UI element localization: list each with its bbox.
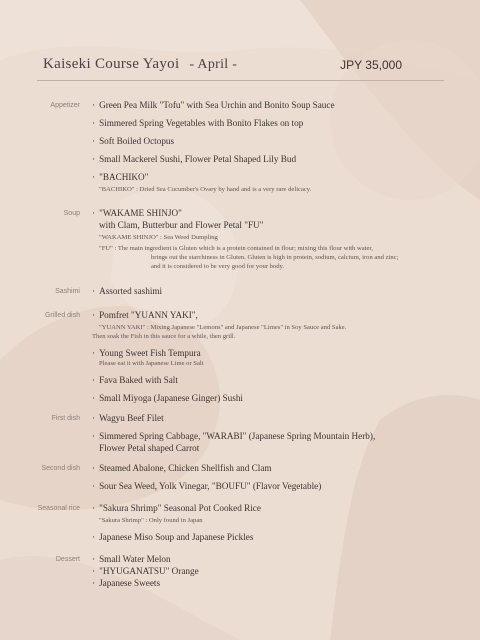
menu-item: · Steamed Abalone, Chicken Shellfish and Clam — [92, 463, 272, 473]
dish-note: brings out the starchiness in Gluten. Gluten is high in protein, sodium, calcium, iron and zinc; — [151, 254, 399, 261]
dish-name: Small Miyoga (Japanese Ginger) Sushi — [99, 393, 243, 403]
category-label: Second dish — [41, 465, 80, 472]
dish-name: "BACHIKO" — [99, 172, 149, 182]
menu-item: · Small Water Melon — [92, 554, 171, 564]
item-list — [92, 412, 452, 460]
dish-note: "Sakura Shrimp" : Only found in Japan — [99, 517, 203, 524]
dish-name: "Sakura Shrimp" Seasonal Pot Cooked Rice — [99, 503, 261, 513]
dish-name-continued: with Clam, Butterbur and Flower Petal "FU" — [99, 220, 264, 230]
dish-name: Simmered Spring Vegetables with Bonito Flakes on top — [99, 118, 304, 128]
dish-note: Then soak the Fish in this sauce for a while, then grill. — [92, 333, 236, 340]
menu-item: · Fava Baked with Salt — [92, 375, 178, 385]
menu-item: · Pomfret "YUANN YAKI", "YUANN YAKI" : Mixing Japanese "Lemons" and Japanese "Limes" in Soy Sauce and Sake. Then soak the Fish in this sauce for a while, then grill. — [92, 309, 452, 341]
dish-name: Japanese Miso Soup and Japanese Pickles — [99, 532, 254, 542]
item-list — [92, 553, 452, 589]
dish-note: Please eat it with Japanese Lime or Salt — [99, 360, 204, 367]
menu-header — [37, 52, 444, 82]
dish-name: Soft Boiled Octopus — [99, 136, 175, 146]
menu-item: · Small Miyoga (Japanese Ginger) Sushi — [92, 393, 243, 403]
dish-name: Assorted sashimi — [99, 286, 163, 296]
menu-item: · "Sakura Shrimp" Seasonal Pot Cooked Rice "Sakura Shrimp" : Only found in Japan — [92, 502, 452, 525]
menu-item: · "WAKAME SHINJO" with Clam, Butterbur and Flower Petal "FU" "WAKAME SHINJO" : Sea Weed Dumpling "FU" : The main ingredient is Gluten which is a protein contained in flour; mixing this flour with water, brings out the starchiness in Gluten. Gluten is high in protein, sodium, calcium, iron and zinc; and it is considered to be very good for your body. — [92, 207, 452, 271]
menu-item: · Simmered Spring Vegetables with Bonito Flakes on top — [92, 118, 304, 128]
menu-item: · "BACHIKO" "BACHIKO" : Dried Sea Cucumber's Ovary by hand and is a very rare delicacy. — [92, 171, 452, 194]
dish-name: Steamed Abalone, Chicken Shellfish and Clam — [99, 463, 272, 473]
category-label: Soup — [63, 210, 80, 217]
item-list — [92, 285, 452, 303]
item-list — [92, 309, 452, 410]
item-list — [92, 207, 452, 277]
menu-item: · Japanese Sweets — [92, 578, 161, 588]
menu-item: · Young Sweet Fish Tempura Please eat it with Japanese Lime or Salt — [92, 347, 452, 368]
category-label: Seasonal rice — [37, 505, 80, 512]
category-label: Dessert — [55, 556, 80, 563]
dish-name: "WAKAME SHINJO" — [99, 208, 182, 218]
menu-item: · Small Mackerel Sushi, Flower Petal Shaped Lily Bud — [92, 154, 297, 164]
dish-note: "YUANN YAKI" : Mixing Japanese "Lemons" and Japanese "Limes" in Soy Sauce and Sake. — [99, 324, 347, 331]
dish-name: Small Mackerel Sushi, Flower Petal Shaped Lily Bud — [99, 154, 297, 164]
dish-name: "HYUGANATSU" Orange — [99, 566, 199, 576]
menu-item: · Wagyu Beef Filet — [92, 413, 164, 423]
menu-item: · Green Pea Milk "Tofu" with Sea Urchin and Bonito Soup Sauce — [92, 100, 335, 110]
menu-item: · Sour Sea Weed, Yolk Vinegar, "BOUFU" (Flavor Vegetable) — [92, 481, 322, 491]
dish-name: Sour Sea Weed, Yolk Vinegar, "BOUFU" (Flavor Vegetable) — [99, 481, 322, 491]
item-list — [92, 502, 452, 549]
menu-item: · Simmered Spring Cabbage, "WARABI" (Japanese Spring Mountain Herb), Flower Petal shaped Carrot — [92, 430, 452, 454]
dish-note: and it is considered to be very good for your body. — [151, 263, 285, 270]
dish-name: Green Pea Milk "Tofu" with Sea Urchin and Bonito Soup Sauce — [99, 100, 335, 110]
menu-item: · Assorted sashimi — [92, 286, 163, 296]
menu-item: · Japanese Miso Soup and Japanese Pickles — [92, 532, 254, 542]
dish-note: "WAKAME SHINJO" : Sea Weed Dumpling — [99, 234, 218, 241]
dish-name: Small Water Melon — [99, 554, 171, 564]
dish-name: Wagyu Beef Filet — [99, 413, 164, 423]
category-label: Sashimi — [55, 288, 80, 295]
item-list — [92, 462, 452, 498]
course-price: JPY 35,000 — [340, 58, 402, 72]
dish-name: Simmered Spring Cabbage, "WARABI" (Japanese Spring Mountain Herb), — [99, 431, 376, 441]
course-month: - April - — [189, 57, 238, 72]
dish-note: "BACHIKO" : Dried Sea Cucumber's Ovary by hand and is a very rare delicacy. — [99, 186, 312, 193]
menu-item: · Soft Boiled Octopus — [92, 136, 175, 146]
dish-name: Pomfret "YUANN YAKI", — [99, 310, 198, 320]
category-label: Appetizer — [50, 102, 80, 109]
dish-note: "FU" : The main ingredient is Gluten which is a protein contained in flour; mixing this flour with water, — [99, 245, 374, 252]
dish-name: Japanese Sweets — [99, 578, 161, 588]
menu-title — [43, 56, 237, 73]
dish-name: Young Sweet Fish Tempura — [99, 348, 201, 358]
item-list — [92, 99, 452, 200]
category-label: First dish — [51, 415, 80, 422]
dish-name: Fava Baked with Salt — [99, 375, 178, 385]
dish-name-continued: Flower Petal shaped Carrot — [99, 443, 200, 453]
category-label: Grilled dish — [44, 312, 80, 319]
course-name: Kaiseki Course Yayoi — [43, 56, 180, 72]
menu-item: · "HYUGANATSU" Orange — [92, 566, 199, 576]
header-divider — [37, 80, 444, 81]
